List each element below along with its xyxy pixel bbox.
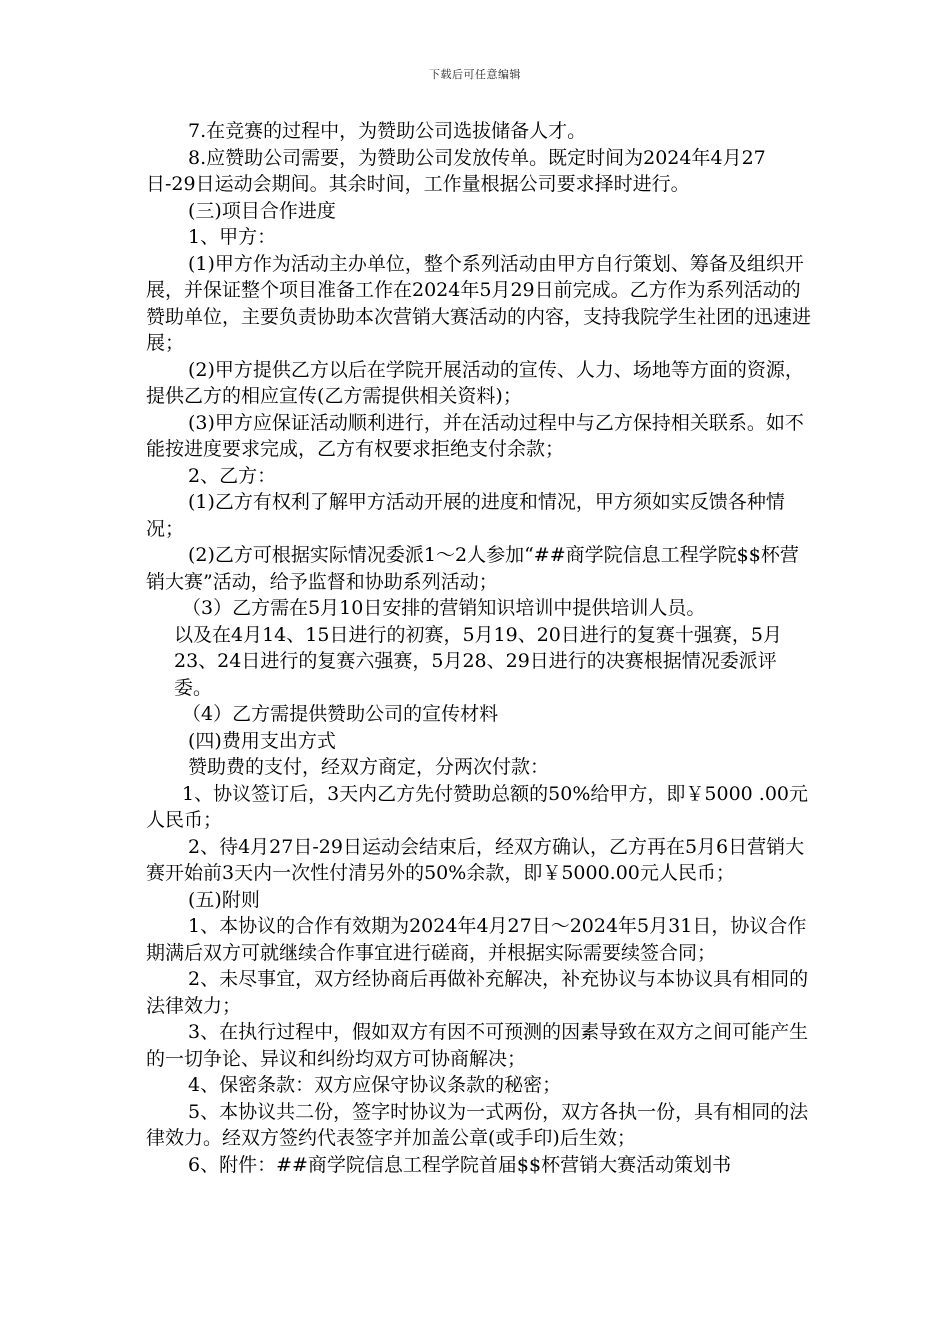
paragraph-supplementary-5: 5、本协议共二份，签字时协议为一式两份，双方各执一份，具有相同的法律效力。经双方签约代表签字并加盖公章(或手印)后生效； (146, 1100, 809, 1149)
section-heading-payment: (四)费用支出方式 (188, 729, 336, 752)
paragraph-party-b-1: (1)乙方有权利了解甲方活动开展的进度和情况，甲方须如实反馈各种情况； (146, 491, 785, 540)
paragraph-party-b-3: （3）乙方需在5月10日安排的营销知识培训中提供培训人员。 (182, 597, 706, 619)
subheading-party-a: 1、甲方： (188, 226, 277, 248)
paragraph-party-b-3-continued: 以及在4月14、15日进行的初赛，5月19、20日进行的复赛十强赛，5月23、24日进行的复赛六强赛，5月28、29日进行的决赛根据情况委派评委。 (174, 623, 782, 699)
document-body (146, 118, 811, 1178)
paragraph-payment-intro: 赞助费的支付，经双方商定，分两次付款： (188, 756, 550, 778)
paragraph-supplementary-3: 3、在执行过程中，假如双方有因不可预测的因素导致在双方之间可能产生的一切争论、异议和纠纷均双方可协商解决； (146, 1021, 809, 1070)
paragraph-supplementary-6: 6、附件：##商学院信息工程学院首届$$杯营销大赛活动策划书 (188, 1153, 732, 1176)
paragraph-supplementary-2: 2、未尽事宜，双方经协商后再做补充解决，补充协议与本协议具有相同的法律效力； (146, 968, 809, 1017)
subheading-party-b: 2、乙方： (188, 464, 277, 487)
paragraph-supplementary-1: 1、本协议的合作有效期为2024年4月27日～2024年5月31日，协议合作期满后双方可就继续合作事宜进行磋商，并根据实际需要续签合同； (146, 915, 807, 964)
section-heading-progress: (三)项目合作进度 (188, 199, 336, 222)
paragraph-supplementary-4: 4、保密条款：双方应保守协议条款的秘密； (188, 1074, 562, 1096)
paragraph-item-8: 8.应赞助公司需要，为赞助公司发放传单。既定时间为2024年4月27日-29日运动会期间。其余时间，工作量根据公司要求择时进行。 (146, 146, 766, 195)
paragraph-payment-2: 2、待4月27日-29日运动会结束后，经双方确认，乙方再在5月6日营销大赛开始前3天内一次性付清另外的50%余款，即￥5000.00元人民币； (146, 835, 805, 884)
section-heading-supplementary: (五)附则 (188, 888, 260, 911)
page-header-note: 下载后可任意编辑 (429, 68, 521, 81)
paragraph-party-b-4: （4）乙方需提供赞助公司的宣传材料 (182, 703, 499, 725)
paragraph-party-a-3: (3)甲方应保证活动顺利进行，并在活动过程中与乙方保持相关联系。如不能按进度要求完成，乙方有权要求拒绝支付余款； (146, 411, 804, 460)
paragraph-payment-1: 1、协议签订后，3天内乙方先付赞助总额的50%给甲方，即￥5000 .00元人民币； (146, 782, 809, 831)
paragraph-party-b-2: (2)乙方可根据实际情况委派1～2人参加“##商学院信息工程学院$$杯营销大赛”活动，给予监督和协助系列活动； (146, 544, 799, 593)
paragraph-party-a-1: (1)甲方作为活动主办单位，整个系列活动由甲方自行策划、筹备及组织开展，并保证整个项目准备工作在2024年5月29日前完成。乙方作为系列活动的赞助单位，主要负责协助本次营销大赛活动的内容，支持我院学生社团的迅速进展； (146, 252, 812, 354)
paragraph-party-a-2: (2)甲方提供乙方以后在学院开展活动的宣传、人力、场地等方面的资源，提供乙方的相应宣传(乙方需提供相关资料)； (146, 358, 804, 407)
paragraph-item-7: 7.在竞赛的过程中，为赞助公司选拔储备人才。 (188, 120, 587, 142)
